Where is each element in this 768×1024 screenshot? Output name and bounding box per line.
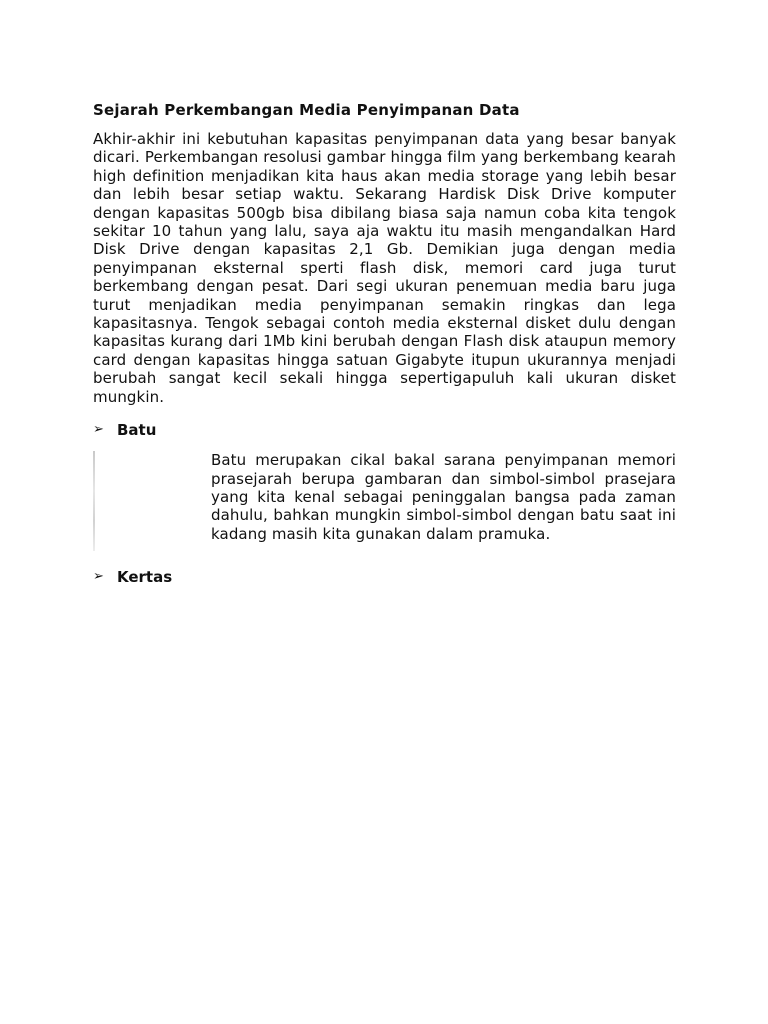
intro-paragraph: Akhir-akhir ini kebutuhan kapasitas penyimpanan data yang besar banyak dicari. Perkembangan resolusi gambar hingga film yang berkembang kearah high definition menjadikan kita haus akan media storage yang lebih besar dan lebih besar setiap waktu. Sekarang Hardisk Disk Drive komputer dengan kapasitas 500gb bisa dibilang biasa saja namun coba kita tengok sekitar 10 tahun yang lalu, saya aja waktu itu masih mengandalkan Hard Disk Drive dengan kapasitas 2,1 Gb. Demikian juga dengan media penyimpanan eksternal sperti flash disk, memori card juga turut berkembang dengan pesat. Dari segi ukuran penemuan media baru juga turut menjadikan media penyimpanan semakin ringkas dan lega kapasitasnya. Tengok sebagai contoh media eksternal disket dulu dengan kapasitas kurang dari 1Mb kini berubah dengan Flash disk ataupun memory card dengan kapasitas hingga satuan Gigabyte itupun ukurannya menjadi berubah sangat kecil sekali hingga sepertigapuluh kali ukuran disket mungkin.	[93, 130, 676, 406]
batu-section	[93, 451, 676, 551]
arrow-bullet-icon: ➢	[93, 422, 104, 438]
section-heading-batu	[93, 420, 676, 440]
document-title: Sejarah Perkembangan Media Penyimpanan Data	[93, 101, 520, 119]
section-heading-label: Kertas	[117, 568, 173, 587]
document-page	[93, 100, 676, 587]
arrow-bullet-icon: ➢	[93, 569, 104, 585]
image-edge	[93, 451, 95, 551]
section-heading-kertas	[93, 567, 676, 587]
section-heading-label: Batu	[117, 421, 157, 440]
batu-paragraph: Batu merupakan cikal bakal sarana penyimpanan memori prasejarah berupa gambaran dan simbol-simbol prasejara yang kita kenal sebagai peninggalan bangsa pada zaman dahulu, bahkan mungkin simbol-simbol dengan batu saat ini kadang masih kita gunakan dalam pramuka.	[211, 451, 676, 543]
stone-image	[93, 451, 211, 551]
